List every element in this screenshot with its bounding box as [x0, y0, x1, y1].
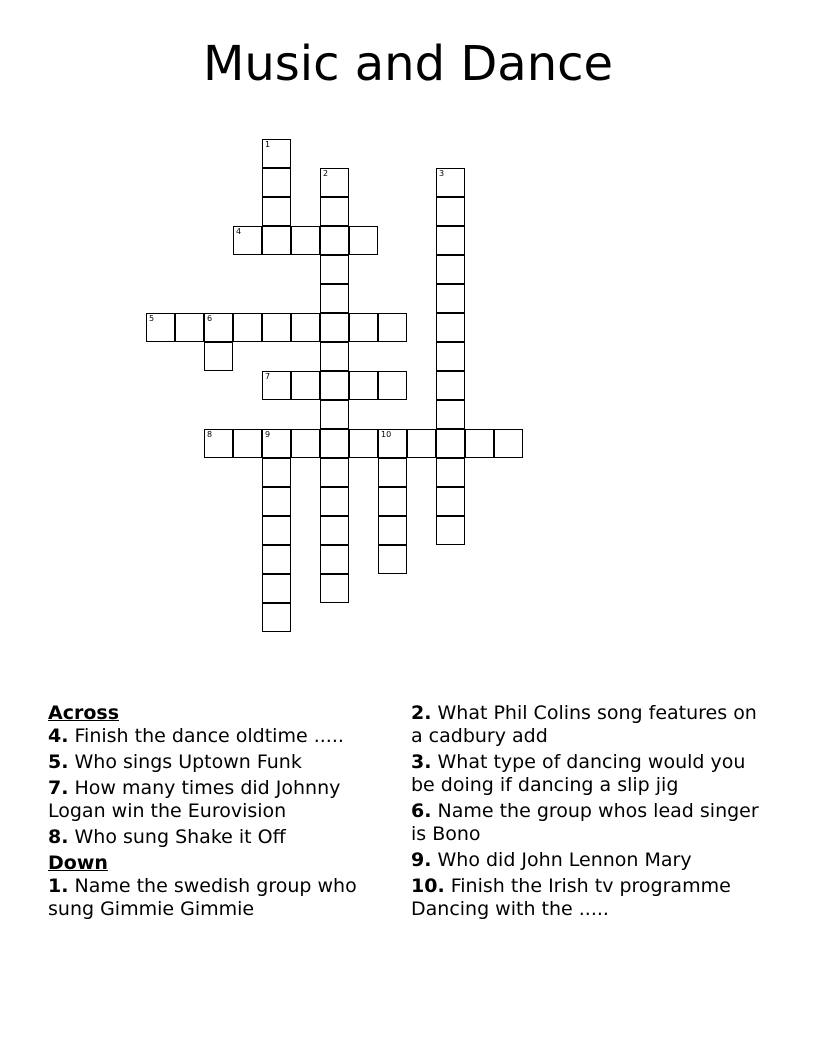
- grid-cell[interactable]: [378, 371, 407, 400]
- grid-cell[interactable]: [378, 429, 407, 458]
- down-heading: Down: [48, 852, 108, 874]
- grid-cell[interactable]: [262, 574, 291, 603]
- grid-cell[interactable]: [320, 313, 349, 342]
- clue-number-label: 7.: [48, 777, 69, 799]
- clue-text: Name the swedish group who sung Gimmie Gimmie: [48, 875, 357, 920]
- grid-cell[interactable]: [262, 226, 291, 255]
- grid-cell[interactable]: [378, 487, 407, 516]
- grid-cell[interactable]: [262, 313, 291, 342]
- clue-number-label: 3.: [411, 751, 432, 773]
- grid-cell[interactable]: [436, 371, 465, 400]
- grid-cell[interactable]: [262, 197, 291, 226]
- grid-cell[interactable]: [436, 400, 465, 429]
- clue-text: How many times did Johnny Logan win the Eurovision: [48, 777, 341, 822]
- clue-number: 1: [265, 140, 271, 149]
- grid-cell[interactable]: [320, 284, 349, 313]
- grid-cell[interactable]: [262, 168, 291, 197]
- clue-text: What Phil Colins song features on a cadbury add: [411, 702, 757, 747]
- grid-cell[interactable]: [204, 429, 233, 458]
- clue-number-label: 4.: [48, 725, 69, 747]
- grid-cell[interactable]: [175, 313, 204, 342]
- clue-number: 5: [149, 314, 155, 323]
- clue-number: 10: [381, 430, 392, 439]
- grid-cell[interactable]: [320, 255, 349, 284]
- grid-cell[interactable]: [146, 313, 175, 342]
- clue-number-label: 5.: [48, 751, 69, 773]
- clue-number: 3: [439, 169, 445, 178]
- grid-cell[interactable]: [262, 516, 291, 545]
- grid-cell[interactable]: [320, 400, 349, 429]
- grid-cell[interactable]: [320, 545, 349, 574]
- grid-cell[interactable]: [204, 342, 233, 371]
- clue-number-label: 8.: [48, 826, 69, 848]
- clue-item: [48, 777, 393, 823]
- grid-cell[interactable]: [436, 168, 465, 197]
- clue-text: Name the group whos lead singer is Bono: [411, 800, 759, 845]
- grid-cell[interactable]: [349, 226, 378, 255]
- clue-text: Finish the Irish tv programme Dancing with the .....: [411, 875, 731, 920]
- across-heading: Across: [48, 702, 120, 724]
- grid-cell[interactable]: [349, 313, 378, 342]
- grid-cell[interactable]: [320, 342, 349, 371]
- clue-text: Who did John Lennon Mary: [437, 849, 692, 871]
- grid-cell[interactable]: [436, 313, 465, 342]
- grid-cell[interactable]: [320, 429, 349, 458]
- grid-cell[interactable]: [436, 516, 465, 545]
- grid-cell[interactable]: [233, 226, 262, 255]
- clue-number-label: 2.: [411, 702, 432, 724]
- grid-cell[interactable]: [262, 458, 291, 487]
- grid-cell[interactable]: [436, 197, 465, 226]
- clue-item: [411, 849, 771, 872]
- grid-cell[interactable]: [262, 603, 291, 632]
- clue-number: 7: [265, 372, 271, 381]
- grid-cell[interactable]: [320, 487, 349, 516]
- grid-cell[interactable]: [233, 429, 262, 458]
- grid-cell[interactable]: [378, 545, 407, 574]
- clue-text: Finish the dance oldtime .....: [74, 725, 344, 747]
- grid-cell[interactable]: [465, 429, 494, 458]
- grid-cell[interactable]: [233, 313, 262, 342]
- clue-number-label: 10.: [411, 875, 445, 897]
- grid-cell[interactable]: [436, 429, 465, 458]
- grid-cell[interactable]: [436, 487, 465, 516]
- clue-item: [411, 702, 771, 748]
- clue-item: [48, 826, 393, 849]
- clue-item: [48, 875, 393, 921]
- clues-column-right: [411, 702, 771, 924]
- grid-cell[interactable]: [291, 429, 320, 458]
- grid-cell[interactable]: [349, 429, 378, 458]
- clues-column-left: [48, 702, 393, 924]
- grid-cell[interactable]: [320, 516, 349, 545]
- grid-cell[interactable]: [291, 226, 320, 255]
- grid-cell[interactable]: [378, 313, 407, 342]
- grid-cell[interactable]: [262, 429, 291, 458]
- clue-number: 2: [323, 169, 329, 178]
- grid-cell[interactable]: [436, 255, 465, 284]
- clue-item: [411, 875, 771, 921]
- grid-cell[interactable]: [262, 371, 291, 400]
- grid-cell[interactable]: [204, 313, 233, 342]
- clue-number-label: 6.: [411, 800, 432, 822]
- grid-cell[interactable]: [262, 139, 291, 168]
- grid-cell[interactable]: [262, 487, 291, 516]
- grid-cell[interactable]: [291, 371, 320, 400]
- clue-item: [411, 751, 771, 797]
- clue-number: 8: [207, 430, 213, 439]
- grid-cell[interactable]: [378, 458, 407, 487]
- grid-cell[interactable]: [436, 226, 465, 255]
- grid-cell[interactable]: [436, 458, 465, 487]
- clue-item: [48, 751, 393, 774]
- grid-cell[interactable]: [349, 371, 378, 400]
- clue-number: 6: [207, 314, 213, 323]
- grid-cell[interactable]: [494, 429, 523, 458]
- clue-number-label: 9.: [411, 849, 432, 871]
- clue-number-label: 1.: [48, 875, 69, 897]
- clue-number: 9: [265, 430, 271, 439]
- clue-text: Who sings Uptown Funk: [74, 751, 302, 773]
- clue-text: Who sung Shake it Off: [74, 826, 286, 848]
- grid-cell[interactable]: [320, 197, 349, 226]
- grid-cell[interactable]: [320, 168, 349, 197]
- grid-cell[interactable]: [320, 371, 349, 400]
- clue-number: 4: [236, 227, 242, 236]
- grid-cell[interactable]: [320, 226, 349, 255]
- clue-item: [48, 725, 393, 748]
- grid-cell[interactable]: [262, 545, 291, 574]
- grid-cell[interactable]: [320, 458, 349, 487]
- clue-item: [411, 800, 771, 846]
- grid-cell[interactable]: [436, 284, 465, 313]
- puzzle-title: Music and Dance: [202, 36, 614, 92]
- grid-cell[interactable]: [407, 429, 436, 458]
- grid-cell[interactable]: [378, 516, 407, 545]
- grid-cell[interactable]: [320, 574, 349, 603]
- clue-text: What type of dancing would you be doing if dancing a slip jig: [411, 751, 746, 796]
- grid-cell[interactable]: [291, 313, 320, 342]
- grid-cell[interactable]: [436, 342, 465, 371]
